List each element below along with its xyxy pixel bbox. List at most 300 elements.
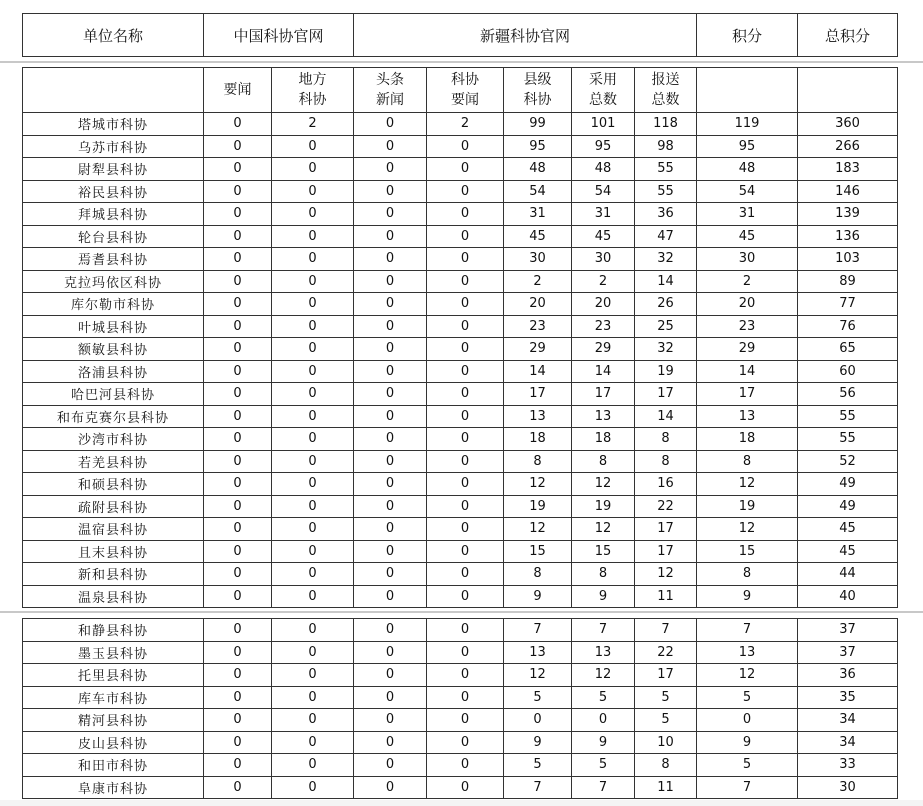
reported-total-cell: 8 bbox=[635, 428, 697, 451]
total-score-cell: 34 bbox=[798, 709, 898, 732]
score-cell: 17 bbox=[697, 383, 798, 406]
news-cell: 0 bbox=[204, 495, 272, 518]
total-score-cell: 55 bbox=[798, 405, 898, 428]
table-row bbox=[23, 619, 898, 642]
local-kx-cell: 0 bbox=[272, 135, 354, 158]
kx-news-cell: 0 bbox=[427, 270, 504, 293]
county-kx-cell: 31 bbox=[504, 203, 572, 226]
unit-name-cell: 且末县科协 bbox=[23, 540, 204, 563]
table-row bbox=[23, 180, 898, 203]
headline-news-cell: 0 bbox=[354, 585, 427, 608]
table-row bbox=[23, 113, 898, 136]
reported-total-cell: 11 bbox=[635, 776, 697, 799]
kx-news-cell: 0 bbox=[427, 450, 504, 473]
reported-total-cell: 17 bbox=[635, 540, 697, 563]
reported-total-cell: 118 bbox=[635, 113, 697, 136]
local-kx-cell: 0 bbox=[272, 270, 354, 293]
adopted-total-cell: 12 bbox=[572, 473, 635, 496]
headline-news-cell: 0 bbox=[354, 563, 427, 586]
news-cell: 0 bbox=[204, 405, 272, 428]
kx-news-cell: 2 bbox=[427, 113, 504, 136]
news-cell: 0 bbox=[204, 776, 272, 799]
county-kx-cell: 14 bbox=[504, 360, 572, 383]
table-row bbox=[23, 754, 898, 777]
local-kx-header: 地方 科协 bbox=[272, 68, 354, 113]
news-cell: 0 bbox=[204, 270, 272, 293]
reported-total-cell: 11 bbox=[635, 585, 697, 608]
kx-news-cell: 0 bbox=[427, 686, 504, 709]
total-score-cell: 77 bbox=[798, 293, 898, 316]
local-kx-cell: 0 bbox=[272, 518, 354, 541]
local-kx-cell: 0 bbox=[272, 180, 354, 203]
unit-name-cell: 库车市科协 bbox=[23, 686, 204, 709]
county-kx-cell: 19 bbox=[504, 495, 572, 518]
headline-news-header: 头条 新闻 bbox=[354, 68, 427, 113]
unit-name-header: 单位名称 bbox=[23, 14, 204, 57]
county-kx-cell: 99 bbox=[504, 113, 572, 136]
total-score-cell: 55 bbox=[798, 428, 898, 451]
news-cell: 0 bbox=[204, 563, 272, 586]
headline-news-cell: 0 bbox=[354, 338, 427, 361]
county-kx-cell: 12 bbox=[504, 473, 572, 496]
county-kx-cell: 18 bbox=[504, 428, 572, 451]
headline-news-cell: 0 bbox=[354, 641, 427, 664]
total-score-cell: 139 bbox=[798, 203, 898, 226]
adopted-total-cell: 15 bbox=[572, 540, 635, 563]
unit-name-cell: 库尔勒市科协 bbox=[23, 293, 204, 316]
unit-name-cell: 叶城县科协 bbox=[23, 315, 204, 338]
total-score-cell: 136 bbox=[798, 225, 898, 248]
adopted-total-cell: 7 bbox=[572, 619, 635, 642]
adopted-total-cell: 48 bbox=[572, 158, 635, 181]
table-row bbox=[23, 293, 898, 316]
reported-total-cell: 22 bbox=[635, 495, 697, 518]
unit-name-cell: 克拉玛依区科协 bbox=[23, 270, 204, 293]
score-cell: 18 bbox=[697, 428, 798, 451]
reported-total-cell: 5 bbox=[635, 686, 697, 709]
kx-news-cell: 0 bbox=[427, 585, 504, 608]
headline-news-cell: 0 bbox=[354, 473, 427, 496]
local-kx-cell: 0 bbox=[272, 686, 354, 709]
blank-header bbox=[23, 68, 204, 113]
news-cell: 0 bbox=[204, 180, 272, 203]
table-row bbox=[23, 518, 898, 541]
column-header-row bbox=[23, 68, 898, 113]
kx-news-cell: 0 bbox=[427, 338, 504, 361]
continued-table bbox=[22, 618, 898, 799]
county-kx-cell: 13 bbox=[504, 641, 572, 664]
xinjiang-website-header: 新疆科协官网 bbox=[354, 14, 697, 57]
reported-total-cell: 8 bbox=[635, 754, 697, 777]
unit-name-cell: 阜康市科协 bbox=[23, 776, 204, 799]
headline-news-cell: 0 bbox=[354, 383, 427, 406]
headline-news-cell: 0 bbox=[354, 293, 427, 316]
table-row bbox=[23, 563, 898, 586]
kx-news-cell: 0 bbox=[427, 135, 504, 158]
county-kx-cell: 5 bbox=[504, 686, 572, 709]
headline-news-cell: 0 bbox=[354, 495, 427, 518]
adopted-total-cell: 8 bbox=[572, 450, 635, 473]
kx-news-cell: 0 bbox=[427, 293, 504, 316]
header-table bbox=[22, 13, 898, 57]
kx-news-header: 科协 要闻 bbox=[427, 68, 504, 113]
county-kx-cell: 13 bbox=[504, 405, 572, 428]
kx-news-cell: 0 bbox=[427, 180, 504, 203]
table-row bbox=[23, 248, 898, 271]
local-kx-cell: 0 bbox=[272, 540, 354, 563]
table-row bbox=[23, 360, 898, 383]
reported-total-cell: 8 bbox=[635, 450, 697, 473]
headline-news-cell: 0 bbox=[354, 405, 427, 428]
kx-news-cell: 0 bbox=[427, 641, 504, 664]
kx-news-cell: 0 bbox=[427, 731, 504, 754]
news-cell: 0 bbox=[204, 540, 272, 563]
adopted-total-cell: 2 bbox=[572, 270, 635, 293]
table-row bbox=[23, 338, 898, 361]
adopted-total-cell: 14 bbox=[572, 360, 635, 383]
county-kx-cell: 0 bbox=[504, 709, 572, 732]
score-cell: 54 bbox=[697, 180, 798, 203]
local-kx-cell: 0 bbox=[272, 405, 354, 428]
adopted-total-cell: 30 bbox=[572, 248, 635, 271]
county-kx-cell: 20 bbox=[504, 293, 572, 316]
score-cell: 45 bbox=[697, 225, 798, 248]
adopted-total-cell: 31 bbox=[572, 203, 635, 226]
kx-news-cell: 0 bbox=[427, 540, 504, 563]
kx-news-cell: 0 bbox=[427, 383, 504, 406]
unit-name-cell: 轮台县科协 bbox=[23, 225, 204, 248]
county-kx-cell: 9 bbox=[504, 731, 572, 754]
score-cell: 5 bbox=[697, 686, 798, 709]
local-kx-cell: 0 bbox=[272, 315, 354, 338]
headline-news-cell: 0 bbox=[354, 203, 427, 226]
adopted-total-cell: 54 bbox=[572, 180, 635, 203]
adopted-total-header: 采用 总数 bbox=[572, 68, 635, 113]
kx-news-cell: 0 bbox=[427, 405, 504, 428]
total-score-cell: 45 bbox=[798, 518, 898, 541]
kx-news-cell: 0 bbox=[427, 776, 504, 799]
total-score-cell: 36 bbox=[798, 664, 898, 687]
unit-name-cell: 拜城县科协 bbox=[23, 203, 204, 226]
news-cell: 0 bbox=[204, 664, 272, 687]
unit-name-cell: 温宿县科协 bbox=[23, 518, 204, 541]
local-kx-cell: 0 bbox=[272, 248, 354, 271]
news-cell: 0 bbox=[204, 709, 272, 732]
reported-total-cell: 5 bbox=[635, 709, 697, 732]
total-score-cell: 30 bbox=[798, 776, 898, 799]
headline-news-cell: 0 bbox=[354, 450, 427, 473]
reported-total-cell: 26 bbox=[635, 293, 697, 316]
kx-news-cell: 0 bbox=[427, 428, 504, 451]
total-score-cell: 37 bbox=[798, 641, 898, 664]
total-score-cell: 35 bbox=[798, 686, 898, 709]
total-score-cell: 52 bbox=[798, 450, 898, 473]
separator bbox=[0, 611, 923, 613]
unit-name-cell: 若羌县科协 bbox=[23, 450, 204, 473]
score-cell: 9 bbox=[697, 585, 798, 608]
total-score-cell: 146 bbox=[798, 180, 898, 203]
score-cell: 13 bbox=[697, 641, 798, 664]
county-kx-cell: 15 bbox=[504, 540, 572, 563]
headline-news-cell: 0 bbox=[354, 158, 427, 181]
score-cell: 20 bbox=[697, 293, 798, 316]
score-cell: 12 bbox=[697, 518, 798, 541]
reported-total-header: 报送 总数 bbox=[635, 68, 697, 113]
local-kx-cell: 0 bbox=[272, 495, 354, 518]
news-cell: 0 bbox=[204, 686, 272, 709]
unit-name-cell: 和布克赛尔县科协 bbox=[23, 405, 204, 428]
unit-name-cell: 洛浦县科协 bbox=[23, 360, 204, 383]
headline-news-cell: 0 bbox=[354, 619, 427, 642]
adopted-total-cell: 0 bbox=[572, 709, 635, 732]
local-kx-cell: 0 bbox=[272, 709, 354, 732]
reported-total-cell: 14 bbox=[635, 270, 697, 293]
news-cell: 0 bbox=[204, 113, 272, 136]
table-row bbox=[23, 428, 898, 451]
score-cell: 119 bbox=[697, 113, 798, 136]
table-row bbox=[23, 473, 898, 496]
reported-total-cell: 25 bbox=[635, 315, 697, 338]
adopted-total-cell: 5 bbox=[572, 754, 635, 777]
unit-name-cell: 焉耆县科协 bbox=[23, 248, 204, 271]
page-footer-strip bbox=[0, 800, 923, 806]
total-score-cell: 103 bbox=[798, 248, 898, 271]
adopted-total-cell: 9 bbox=[572, 731, 635, 754]
kx-news-cell: 0 bbox=[427, 495, 504, 518]
score-cell: 15 bbox=[697, 540, 798, 563]
table-row bbox=[23, 731, 898, 754]
reported-total-cell: 16 bbox=[635, 473, 697, 496]
reported-total-cell: 17 bbox=[635, 518, 697, 541]
cast-website-header: 中国科协官网 bbox=[204, 14, 354, 57]
headline-news-cell: 0 bbox=[354, 540, 427, 563]
total-score-cell: 33 bbox=[798, 754, 898, 777]
score-cell: 2 bbox=[697, 270, 798, 293]
local-kx-cell: 0 bbox=[272, 619, 354, 642]
kx-news-cell: 0 bbox=[427, 518, 504, 541]
adopted-total-cell: 19 bbox=[572, 495, 635, 518]
local-kx-cell: 0 bbox=[272, 473, 354, 496]
news-cell: 0 bbox=[204, 338, 272, 361]
headline-news-cell: 0 bbox=[354, 709, 427, 732]
reported-total-cell: 32 bbox=[635, 248, 697, 271]
total-score-header: 总积分 bbox=[798, 14, 898, 57]
local-kx-cell: 0 bbox=[272, 563, 354, 586]
kx-news-cell: 0 bbox=[427, 664, 504, 687]
headline-news-cell: 0 bbox=[354, 776, 427, 799]
total-score-cell: 44 bbox=[798, 563, 898, 586]
local-kx-cell: 0 bbox=[272, 776, 354, 799]
table-row bbox=[23, 450, 898, 473]
headline-news-cell: 0 bbox=[354, 754, 427, 777]
total-score-cell: 37 bbox=[798, 619, 898, 642]
news-cell: 0 bbox=[204, 293, 272, 316]
score-cell: 12 bbox=[697, 664, 798, 687]
score-cell: 8 bbox=[697, 563, 798, 586]
score-cell: 8 bbox=[697, 450, 798, 473]
news-cell: 0 bbox=[204, 383, 272, 406]
local-kx-cell: 0 bbox=[272, 360, 354, 383]
reported-total-cell: 7 bbox=[635, 619, 697, 642]
headline-news-cell: 0 bbox=[354, 315, 427, 338]
reported-total-cell: 17 bbox=[635, 383, 697, 406]
unit-name-cell: 尉犁县科协 bbox=[23, 158, 204, 181]
total-score-cell: 34 bbox=[798, 731, 898, 754]
table-row bbox=[23, 135, 898, 158]
kx-news-cell: 0 bbox=[427, 225, 504, 248]
kx-news-cell: 0 bbox=[427, 360, 504, 383]
county-kx-cell: 23 bbox=[504, 315, 572, 338]
local-kx-cell: 0 bbox=[272, 641, 354, 664]
table-row bbox=[23, 585, 898, 608]
headline-news-cell: 0 bbox=[354, 225, 427, 248]
county-kx-cell: 2 bbox=[504, 270, 572, 293]
separator bbox=[0, 61, 923, 63]
reported-total-cell: 22 bbox=[635, 641, 697, 664]
news-cell: 0 bbox=[204, 135, 272, 158]
county-kx-cell: 48 bbox=[504, 158, 572, 181]
score-cell: 7 bbox=[697, 619, 798, 642]
news-cell: 0 bbox=[204, 360, 272, 383]
table-row bbox=[23, 383, 898, 406]
county-kx-cell: 30 bbox=[504, 248, 572, 271]
kx-news-cell: 0 bbox=[427, 754, 504, 777]
news-cell: 0 bbox=[204, 315, 272, 338]
adopted-total-cell: 20 bbox=[572, 293, 635, 316]
news-cell: 0 bbox=[204, 450, 272, 473]
unit-name-cell: 哈巴河县科协 bbox=[23, 383, 204, 406]
adopted-total-cell: 29 bbox=[572, 338, 635, 361]
main-table bbox=[22, 67, 898, 608]
local-kx-cell: 0 bbox=[272, 428, 354, 451]
unit-name-cell: 托里县科协 bbox=[23, 664, 204, 687]
unit-name-cell: 疏附县科协 bbox=[23, 495, 204, 518]
news-cell: 0 bbox=[204, 225, 272, 248]
kx-news-cell: 0 bbox=[427, 709, 504, 732]
adopted-total-cell: 45 bbox=[572, 225, 635, 248]
adopted-total-cell: 8 bbox=[572, 563, 635, 586]
county-kx-cell: 54 bbox=[504, 180, 572, 203]
table-row bbox=[23, 495, 898, 518]
local-kx-cell: 0 bbox=[272, 203, 354, 226]
county-kx-cell: 12 bbox=[504, 518, 572, 541]
county-kx-cell: 7 bbox=[504, 619, 572, 642]
unit-name-cell: 和硕县科协 bbox=[23, 473, 204, 496]
total-score-cell: 49 bbox=[798, 473, 898, 496]
kx-news-cell: 0 bbox=[427, 315, 504, 338]
local-kx-cell: 0 bbox=[272, 450, 354, 473]
score-cell: 0 bbox=[697, 709, 798, 732]
kx-news-cell: 0 bbox=[427, 203, 504, 226]
reported-total-cell: 12 bbox=[635, 563, 697, 586]
unit-name-cell: 额敏县科协 bbox=[23, 338, 204, 361]
headline-news-cell: 0 bbox=[354, 360, 427, 383]
reported-total-cell: 32 bbox=[635, 338, 697, 361]
reported-total-cell: 14 bbox=[635, 405, 697, 428]
adopted-total-cell: 13 bbox=[572, 641, 635, 664]
headline-news-cell: 0 bbox=[354, 180, 427, 203]
local-kx-cell: 0 bbox=[272, 383, 354, 406]
reported-total-cell: 55 bbox=[635, 180, 697, 203]
total-score-cell: 49 bbox=[798, 495, 898, 518]
reported-total-cell: 19 bbox=[635, 360, 697, 383]
score-cell: 30 bbox=[697, 248, 798, 271]
county-kx-cell: 9 bbox=[504, 585, 572, 608]
table-row bbox=[23, 203, 898, 226]
adopted-total-cell: 5 bbox=[572, 686, 635, 709]
local-kx-cell: 0 bbox=[272, 158, 354, 181]
county-kx-cell: 17 bbox=[504, 383, 572, 406]
total-score-cell: 60 bbox=[798, 360, 898, 383]
headline-news-cell: 0 bbox=[354, 270, 427, 293]
local-kx-cell: 0 bbox=[272, 754, 354, 777]
headline-news-cell: 0 bbox=[354, 731, 427, 754]
county-kx-cell: 5 bbox=[504, 754, 572, 777]
total-score-cell: 89 bbox=[798, 270, 898, 293]
total-score-cell: 65 bbox=[798, 338, 898, 361]
score-cell: 13 bbox=[697, 405, 798, 428]
local-kx-cell: 0 bbox=[272, 225, 354, 248]
news-cell: 0 bbox=[204, 473, 272, 496]
adopted-total-cell: 9 bbox=[572, 585, 635, 608]
adopted-total-cell: 7 bbox=[572, 776, 635, 799]
unit-name-cell: 温泉县科协 bbox=[23, 585, 204, 608]
unit-name-cell: 和田市科协 bbox=[23, 754, 204, 777]
table-row bbox=[23, 315, 898, 338]
headline-news-cell: 0 bbox=[354, 518, 427, 541]
headline-news-cell: 0 bbox=[354, 686, 427, 709]
table-row bbox=[23, 776, 898, 799]
kx-news-cell: 0 bbox=[427, 619, 504, 642]
blank-header bbox=[697, 68, 798, 113]
unit-name-cell: 沙湾市科协 bbox=[23, 428, 204, 451]
total-score-cell: 183 bbox=[798, 158, 898, 181]
county-kx-cell: 8 bbox=[504, 563, 572, 586]
adopted-total-cell: 95 bbox=[572, 135, 635, 158]
local-kx-cell: 0 bbox=[272, 731, 354, 754]
adopted-total-cell: 101 bbox=[572, 113, 635, 136]
news-cell: 0 bbox=[204, 428, 272, 451]
score-cell: 9 bbox=[697, 731, 798, 754]
news-cell: 0 bbox=[204, 248, 272, 271]
table-row bbox=[23, 641, 898, 664]
unit-name-cell: 乌苏市科协 bbox=[23, 135, 204, 158]
county-kx-header: 县级 科协 bbox=[504, 68, 572, 113]
county-kx-cell: 12 bbox=[504, 664, 572, 687]
reported-total-cell: 98 bbox=[635, 135, 697, 158]
news-header: 要闻 bbox=[204, 68, 272, 113]
score-cell: 29 bbox=[697, 338, 798, 361]
headline-news-cell: 0 bbox=[354, 248, 427, 271]
score-cell: 14 bbox=[697, 360, 798, 383]
adopted-total-cell: 12 bbox=[572, 518, 635, 541]
local-kx-cell: 0 bbox=[272, 585, 354, 608]
blank-header bbox=[798, 68, 898, 113]
news-cell: 0 bbox=[204, 754, 272, 777]
score-cell: 48 bbox=[697, 158, 798, 181]
total-score-cell: 266 bbox=[798, 135, 898, 158]
table-row bbox=[23, 709, 898, 732]
news-cell: 0 bbox=[204, 619, 272, 642]
table-row bbox=[23, 270, 898, 293]
total-score-cell: 360 bbox=[798, 113, 898, 136]
score-cell: 12 bbox=[697, 473, 798, 496]
kx-news-cell: 0 bbox=[427, 563, 504, 586]
score-cell: 19 bbox=[697, 495, 798, 518]
unit-name-cell: 皮山县科协 bbox=[23, 731, 204, 754]
unit-name-cell: 新和县科协 bbox=[23, 563, 204, 586]
score-cell: 31 bbox=[697, 203, 798, 226]
